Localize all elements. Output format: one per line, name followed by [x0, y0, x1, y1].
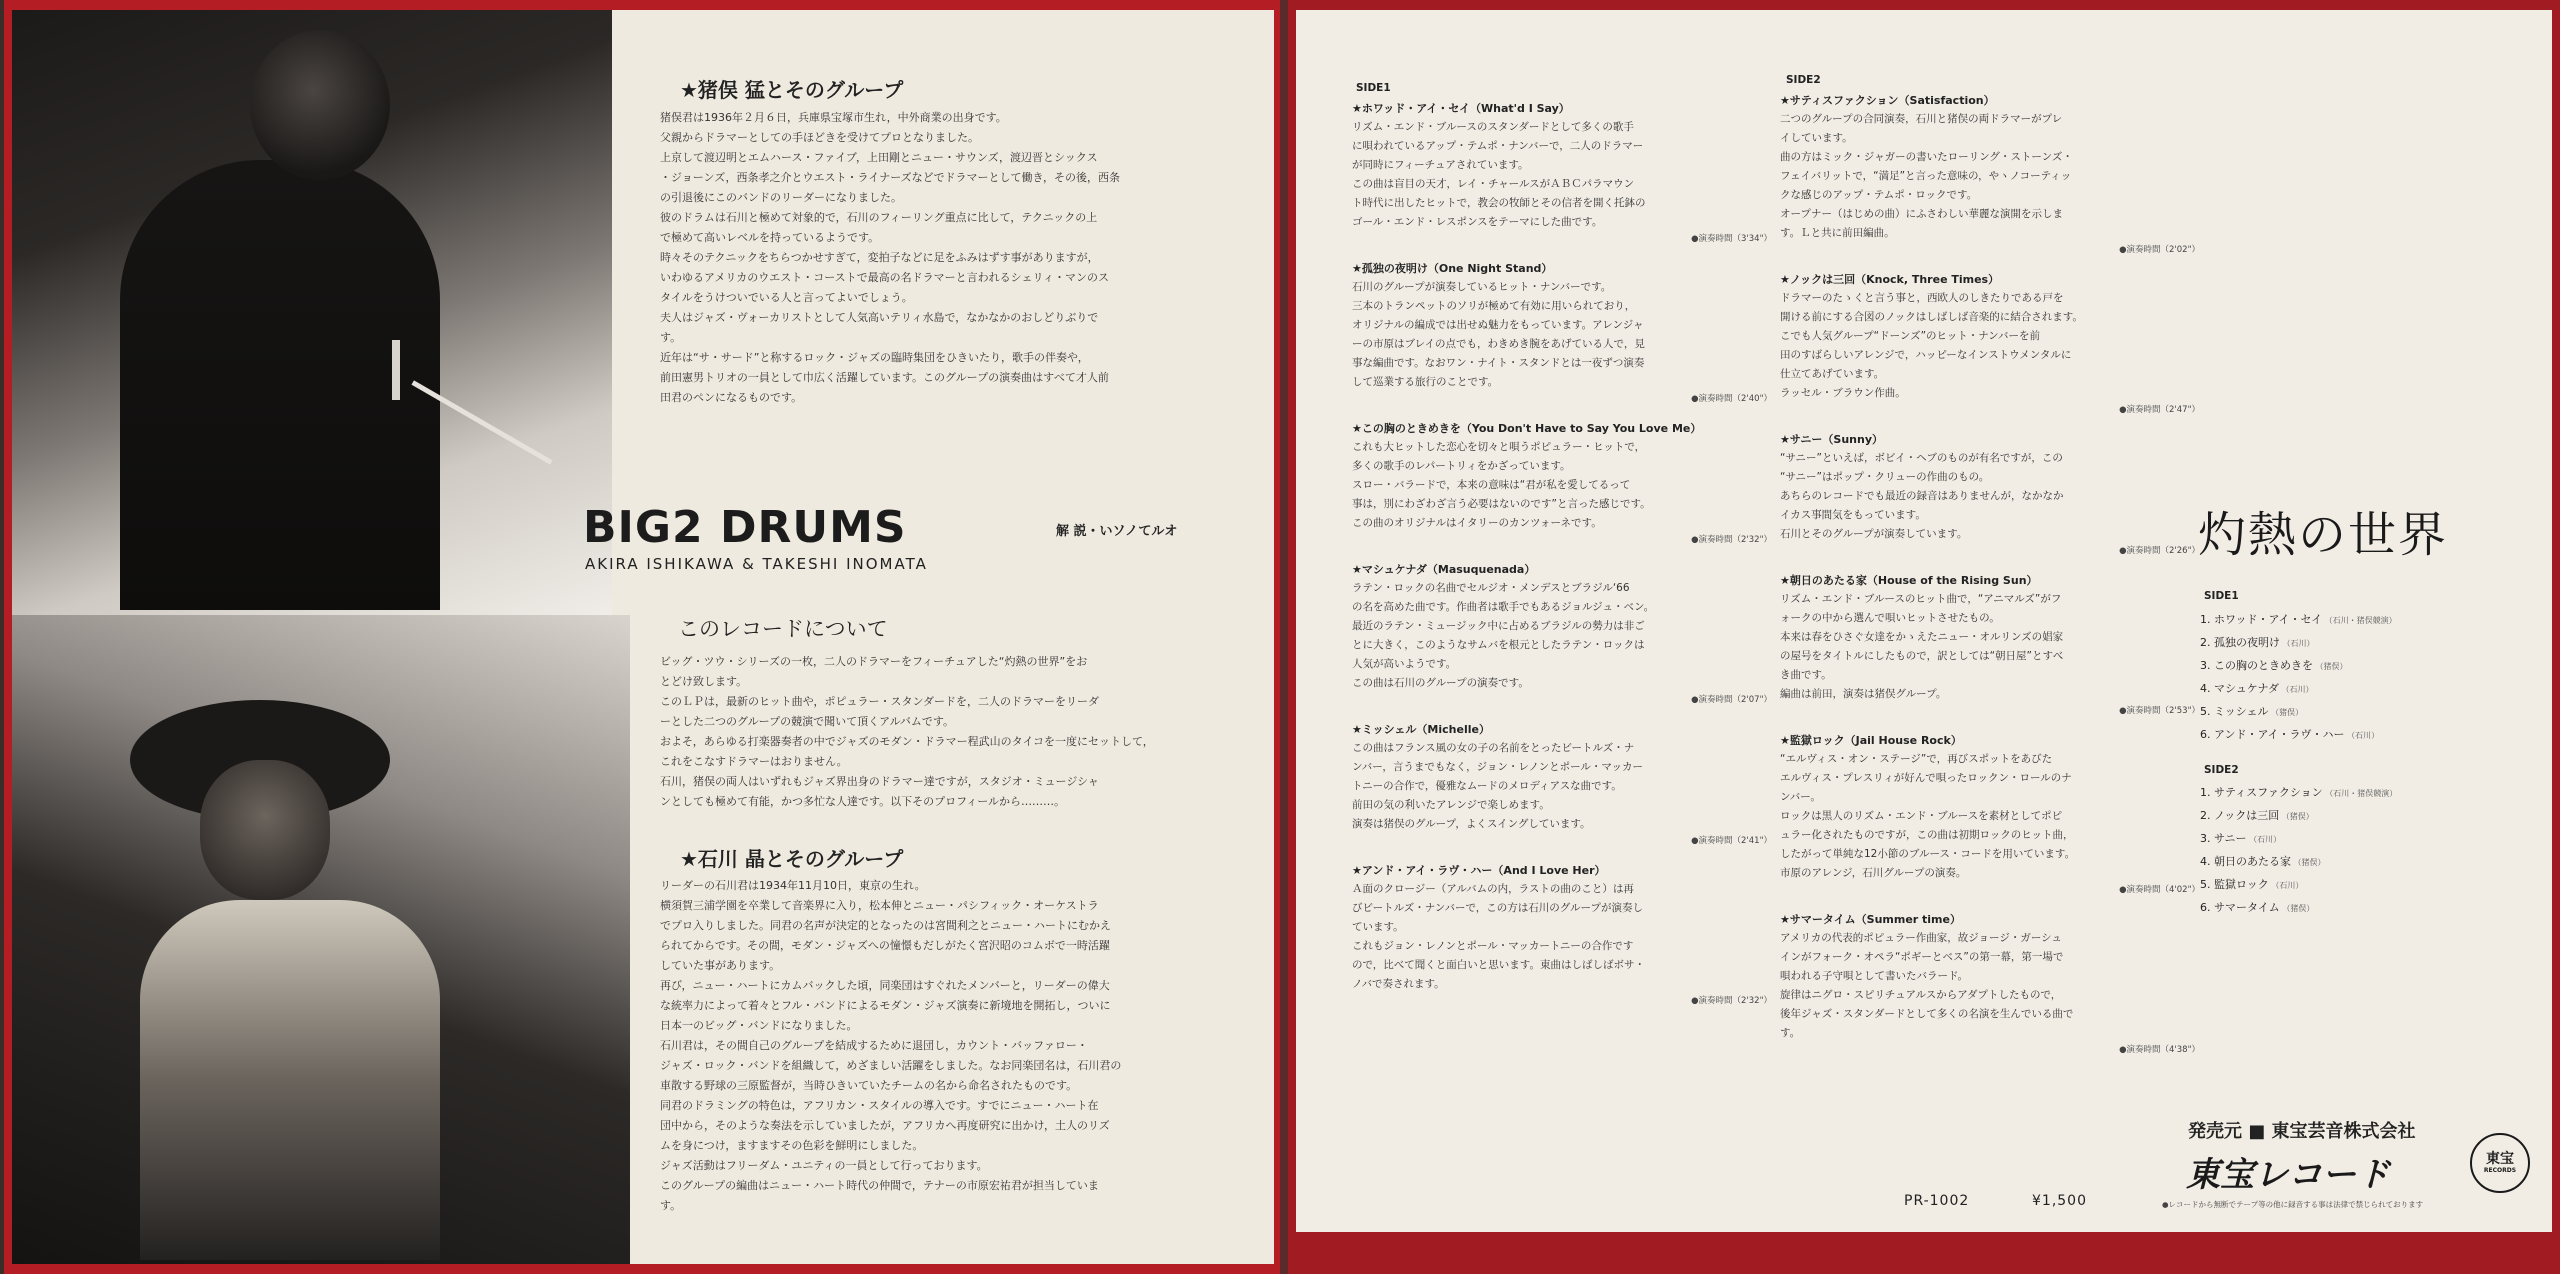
track-note	[1780, 732, 2200, 895]
side1-label: SIDE1	[1356, 82, 1391, 94]
track-title: ★ノックは三回（Knock, Three Times）	[1780, 273, 2000, 286]
inomata-body-line: 近年は“サ・サード”と称するロック・ジャズの臨時集団をひきいたり，歌手の伴奏や，	[660, 351, 1089, 364]
track-body-line: したがって単純な12小節のブルース・コードを用いています。	[1780, 848, 2076, 860]
about-body-line: 石川，猪俣の両人はいずれもジャズ界出身のドラマー達ですが，スタジオ・ミュージシャ	[660, 775, 1099, 788]
tracklist-item	[2200, 700, 2500, 723]
track-body-line: あちらのレコードでも最近の録音はありませんが，なかなか	[1780, 490, 2064, 502]
track-body-line: ュラー化されたものですが，この曲は初期ロックのヒット曲，	[1780, 829, 2074, 841]
track-duration: ●演奏時間（2'41"）	[1691, 836, 1772, 846]
track-body-line: これもジョン・レノンとポール・マッカートニーの合作です	[1352, 940, 1634, 952]
track-body-line: ゴール・エンド・レスポンスをテーマにした曲です。	[1352, 216, 1603, 228]
light-switch	[392, 340, 400, 400]
logo-circle-bottom: RECORDS	[2483, 1167, 2517, 1174]
about-body-line: とどけ致します。	[660, 675, 748, 688]
inomata-body-line: いわゆるアメリカのウエスト・コーストで最高の名ドラマーと言われるシェリィ・マンのス	[660, 271, 1110, 284]
track-body-line: インがフォーク・オペラ“ポギーとベス”の第一幕，第一場で	[1780, 951, 2064, 963]
drummer-photo-ishikawa	[12, 615, 630, 1264]
track-body-line: ので，比べて聞くと面白いと思います。東曲はしばしばボサ・	[1352, 959, 1645, 971]
track-title: ★孤独の夜明け（One Night Stand）	[1352, 262, 1553, 275]
ishikawa-body-line: 再び，ニュー・ハートにカムバックした頃，同楽団はすぐれたメンバーと，リーダーの偉大	[660, 979, 1110, 992]
album-series-title: BIG2 DRUMS	[583, 502, 907, 553]
track-body-line: オリジナルの編成では出せぬ魅力をもっています。アレンジャ	[1352, 319, 1644, 331]
inomata-body-line: 彼のドラムは石川と極めて対象的で，石川のフィーリング重点に比して，テクニックの上	[660, 211, 1098, 224]
ishikawa-body-line: リーダーの石川君は1934年11月10日，東京の生れ。	[660, 879, 926, 892]
track-body-line: フェイバリットで，“満足”と言った意味の，やヽノコーティッ	[1780, 170, 2072, 182]
track-body-line: ドラマーのたゝくと言う事と，西欧人のしきたりである戸を	[1780, 292, 2064, 304]
track-note	[1780, 271, 2200, 415]
tracklist-item-performer: （石川・猪俣競演）	[2322, 616, 2397, 625]
about-heading: このレコードについて	[678, 617, 888, 641]
track-note	[1352, 420, 1772, 545]
ishikawa-body-line: られてからです。その間，モダン・ジャズへの憧憬もだしがたく宮沢昭のコムボで一時活躍	[660, 939, 1110, 952]
track-body-line: 前田の気の利いたアレンジで楽しめます。	[1352, 799, 1550, 811]
track-body-line: 三本のトランペットのソリが極めて有効に用いられており，	[1352, 300, 1636, 312]
tracklist-item	[2200, 608, 2500, 631]
track-body-line: オープナー（はじめの曲）にふさわしい華麗な演開を示しま	[1780, 208, 2063, 220]
track-body-line: びビートルズ・ナンバーで，この方は石川のグループが演奏し	[1352, 902, 1643, 914]
tracklist-item-performer: （石川）	[2279, 685, 2314, 694]
tracklist-side1-label: SIDE1	[2204, 590, 2239, 602]
about-body	[660, 652, 1270, 812]
track-body-line: 市原のアレンジ，石川グループの演奏。	[1780, 867, 1967, 879]
price: ¥1,500	[2032, 1193, 2087, 1209]
drummer-head	[250, 30, 390, 180]
ishikawa-body-line: 横須賀三浦学園を卒業して音楽界に入り，松本伸とニュー・パシフィック・オーケストラ	[660, 899, 1099, 912]
track-body-line: 事は，別にわざわざ言う必要はないのです”と言った感じです。	[1352, 498, 1651, 510]
ishikawa-body-line: 日本一のビッグ・バンドになりました。	[660, 1019, 858, 1032]
inomata-body-line: タイルをうけついでいる人と言ってよいでしょう。	[660, 291, 913, 304]
inomata-body-line: 夫人はジャズ・ヴォーカリストとして人気高いテリィ水島で，なかなかのおしどりぶりで	[660, 311, 1099, 324]
track-body-line: この曲はフランス風の女の子の名前をとったビートルズ・ナ	[1352, 742, 1635, 754]
track-note	[1352, 561, 1772, 705]
track-title: ★サニー（Sunny）	[1780, 433, 1884, 446]
track-title: ★ホワッド・アイ・セイ（What'd I Say）	[1352, 102, 1570, 115]
track-body-line: 人気が高いようです。	[1352, 658, 1457, 670]
track-duration: ●演奏時間（2'53"）	[2119, 706, 2200, 716]
tracklist-side2-label: SIDE2	[2204, 764, 2239, 776]
track-body-line: ラテン・ロックの名曲でセルジオ・メンデスとブラジル‘66	[1352, 582, 1630, 594]
inomata-body	[660, 108, 1270, 408]
tracklist-item-name: 4. 朝日のあたる家	[2200, 855, 2291, 868]
ishikawa-body-line: な統率力によって着々とフル・バンドによるモダン・ジャズ演奏に新境地を開拓し，ついに	[660, 999, 1111, 1012]
track-title: ★この胸のときめきを（You Don't Have to Say You Love Me）	[1352, 422, 1702, 435]
track-body-line: 事な編曲です。なおワン・ナイト・スタンドとは一夜ずつ演奏	[1352, 357, 1645, 369]
inomata-body-line: 猪俣君は1936年２月６日，兵庫県宝塚市生れ，中外商業の出身です。	[660, 111, 1007, 124]
tracklist-item	[2200, 873, 2500, 896]
tracklist-side1	[2200, 608, 2500, 746]
tracklist-item	[2200, 654, 2500, 677]
track-body-line: “エルヴィス・オン・ステージ”で，再びスポットをあびた	[1780, 753, 2053, 765]
track-body-line: “サニー”はポップ・クリューの作曲のもの。	[1780, 471, 1990, 483]
track-note	[1352, 862, 1772, 1006]
track-title: ★サマータイム（Summer time）	[1780, 913, 1961, 926]
side1-notes	[1352, 100, 1772, 1022]
track-body-line: イしています。	[1780, 132, 1853, 144]
track-body-line: この曲は石川のグループの演奏です。	[1352, 677, 1529, 689]
track-title: ★アンド・アイ・ラヴ・ハー（And I Love Her）	[1352, 864, 1606, 877]
drummer2-silhouette	[140, 900, 440, 1260]
spine-fold	[1280, 0, 1288, 1274]
tracklist-item-performer: （石川）	[2268, 881, 2304, 890]
track-body-line: 石川のグループが演奏しているヒット・ナンバーです。	[1352, 281, 1612, 293]
tracklist-item-name: 1. ホワッド・アイ・セイ	[2200, 613, 2323, 626]
track-body-line: す。Ｌと共に前田編曲。	[1780, 227, 1895, 239]
track-title: ★ミッシェル（Michelle）	[1352, 723, 1490, 736]
inomata-body-line: 父親からドラマーとしての手ほどきを受けてプロとなりました。	[660, 131, 979, 144]
track-body-line: スロー・バラードで，本来の意味は“君が私を愛してるって	[1352, 479, 1631, 491]
track-body-line: ンバー，言うまでもなく，ジョン・レノンとポール・マッカー	[1352, 761, 1643, 773]
about-body-line: これをこなすドラマーはおりません。	[660, 755, 848, 768]
track-note	[1352, 260, 1772, 404]
track-body-line: Ａ面のクロージー（アルバムの内，ラストの曲のこと）は再	[1352, 883, 1634, 895]
track-body-line: の名を高めた曲です。作曲者は歌手でもあるジョルジュ・ベン。	[1352, 601, 1655, 613]
track-body-line: クな感じのアップ・テムポ・ロックです。	[1780, 189, 1978, 201]
track-body-line: 本来は春をひさぐ女達をかゝえたニュー・オルリンズの娼家	[1780, 631, 2064, 643]
track-body-line: ト時代に出したヒットで，教会の牧師とその信者を開く托鉢の	[1352, 197, 1646, 209]
track-body-line: エルヴィス・プレスリィが好んで唄ったロックン・ロールのナ	[1780, 772, 2072, 784]
track-duration: ●演奏時間（2'07"）	[1691, 695, 1772, 705]
tracklist-item	[2200, 781, 2500, 804]
ishikawa-body-line: 団中から，そのような奏法を示していましたが，アフリカへ再度研究に出かけ，土人のリズ	[660, 1119, 1110, 1132]
track-note	[1780, 92, 2200, 255]
track-body-line: トニーの合作で，優雅なムードのメロディアスな曲です。	[1352, 780, 1622, 792]
track-body-line: 旋律はニグロ・スピリチュアルスからアダプトしたもので，	[1780, 989, 2062, 1001]
logo-circle-top: 東宝	[2486, 1151, 2514, 1167]
track-body-line: 唄われる子守唄として書いたバラード。	[1780, 970, 1969, 982]
tracklist-item-performer: （猪俣）	[2268, 708, 2304, 717]
tracklist-item	[2200, 804, 2500, 827]
tracklist-item	[2200, 631, 2500, 654]
track-duration: ●演奏時間（2'26"）	[2119, 546, 2200, 556]
track-note	[1780, 572, 2200, 716]
tracklist-item-performer: （石川）	[2344, 731, 2380, 740]
tracklist-item-name: 6. サマータイム	[2200, 901, 2280, 914]
ishikawa-body-line: す。	[660, 1199, 682, 1212]
tracklist-item	[2200, 677, 2500, 700]
ishikawa-body-line: 車散する野球の三原監督が，当時ひきいていたチームの名から命名されたものです。	[660, 1079, 1078, 1092]
inomata-body-line: 時々そのテクニックをちらつかせすぎて，変拍子などに足をふみはずす事がありますが，	[660, 251, 1099, 264]
track-body-line: イカス事間気をもっています。	[1780, 509, 1926, 521]
track-title: ★サティスファクション（Satisfaction）	[1780, 94, 1995, 107]
track-body-line: 石川とそのグループが演奏しています。	[1780, 528, 1968, 540]
about-body-line: ンとしても極めて有能，かつ多忙な人達です。以下そのプロフィールから………。	[660, 795, 1066, 808]
tracklist-item-performer: （猪俣）	[2313, 662, 2348, 671]
toho-circle-logo	[2470, 1133, 2530, 1193]
toho-records-logo: 東宝レコード	[2186, 1155, 2390, 1195]
track-body-line: 仕立てあげています。	[1780, 368, 1885, 380]
ishikawa-body-line: ジャズ活動はフリーダム・ユニティの一員として行っております。	[660, 1159, 988, 1172]
track-body-line: こでも人気グループ“ドーンズ”のヒット・ナンバーを前	[1780, 330, 2040, 342]
track-body-line: に唄われているアップ・テムポ・ナンバーで，二人のドラマー	[1352, 140, 1644, 152]
track-body-line: す。	[1780, 1027, 1801, 1039]
copyright-notice: ●レコードから無断でテープ等の他に録音する事は法律で禁じられております	[2162, 1200, 2424, 1209]
about-body-line: ーとした二つのグループの競演で聞いて頂くアルバムです。	[660, 715, 955, 728]
tracklist-item-name: 5. ミッシェル	[2200, 705, 2269, 718]
track-body-line: き曲です。	[1780, 669, 1832, 681]
track-body-line: ーの市原はブレイの点でも，わきめき腕をあげている人で，見	[1352, 338, 1645, 350]
track-body-line: 二つのグループの合同演奏，石川と猪俣の両ドラマーがプレ	[1780, 113, 2063, 125]
track-duration: ●演奏時間（2'02"）	[2119, 245, 2200, 255]
album-title: 灼熱の世界	[2198, 507, 2449, 563]
inomata-body-line: で極めて高いレベルを持っているようです。	[660, 231, 880, 244]
tracklist-item	[2200, 850, 2500, 873]
track-body-line: リズム・エンド・ブルースのスタンダードとして多くの歌手	[1352, 121, 1634, 133]
track-body-line: 演奏は猪俣のグループ，よくスイングしています。	[1352, 818, 1591, 830]
ishikawa-body-line: ムを身につけ，ますますその色彩を鮮明にしました。	[660, 1139, 924, 1152]
tracklist-item-performer: （石川）	[2280, 639, 2315, 648]
track-note	[1352, 100, 1772, 244]
tracklist-item-name: 6. アンド・アイ・ラヴ・ハー	[2200, 728, 2345, 741]
ishikawa-heading: ★石川 晶とそのグループ	[680, 847, 904, 871]
ishikawa-body-line: 同君のドラミングの特色は，アフリカン・スタイルの導入です。すでにニュー・ハート在	[660, 1099, 1099, 1112]
track-body-line: ォークの中から選んで唄いヒットさせたもの。	[1780, 612, 2000, 624]
inomata-body-line: 上京して渡辺明とエムハース・ファイブ，上田剛とニュー・サウンズ，渡辺晋とシックス	[660, 151, 1098, 164]
inomata-heading: ★猪俣 猛とそのグループ	[680, 78, 904, 102]
about-body-line: ビッグ・ツウ・シリーズの一枚，二人のドラマーをフィーチュアした“灼熱の世界”をお	[660, 655, 1088, 668]
tracklist-item-performer: （石川）	[2246, 835, 2282, 844]
track-body-line: 多くの歌手のレパートリィをかざっています。	[1352, 460, 1571, 472]
track-note	[1352, 721, 1772, 846]
track-duration: ●演奏時間（4'38"）	[2119, 1045, 2200, 1055]
side2-label: SIDE2	[1786, 74, 1821, 86]
track-body-line: 後年ジャズ・スタンダードとして多くの名演を生んでいる曲で	[1780, 1008, 2074, 1020]
tracklist-item-name: 1. サティスファクション	[2200, 786, 2323, 799]
drummer2-face	[200, 760, 330, 900]
tracklist-item-performer: （猪俣）	[2279, 904, 2315, 913]
ishikawa-body-line: でプロ入りしました。同君の名声が決定的となったのは宮間利之とニュー・ハートにむかえ	[660, 919, 1111, 932]
tracklist-item-performer: （猪俣）	[2279, 812, 2314, 821]
track-body-line: ンバー。	[1780, 791, 1821, 803]
liner-credit: 解 説・いソノてルオ	[1056, 524, 1178, 539]
tracklist-item	[2200, 896, 2500, 919]
track-note	[1780, 911, 2200, 1055]
tracklist-item-name: 4. マシュケナダ	[2200, 682, 2280, 695]
track-duration: ●演奏時間（2'32"）	[1691, 996, 1772, 1006]
track-duration: ●演奏時間（3'34"）	[1691, 234, 1772, 244]
track-title: ★マシュケナダ（Masuquenada）	[1352, 563, 1536, 576]
track-body-line: ラッセル・ブラウン作曲。	[1780, 387, 1906, 399]
inomata-body-line: 田君のペンになるものです。	[660, 391, 803, 404]
track-title: ★監獄ロック（Jail House Rock）	[1780, 734, 1962, 747]
ishikawa-body	[660, 876, 1270, 1216]
tracklist-item-name: 3. この胸のときめきを	[2200, 659, 2313, 672]
tracklist-side2	[2200, 781, 2500, 919]
track-body-line: ノバで奏されます。	[1352, 978, 1445, 990]
track-body-line: 田のすばらしいアレンジで，ハッピーなインストウメンタルに	[1780, 349, 2072, 361]
track-body-line: が同時にフィーチュアされています。	[1352, 159, 1529, 171]
tracklist-item-name: 2. ノックは三回	[2200, 809, 2280, 822]
inomata-body-line: ・ジョーンズ，西条孝之介とウエスト・ライナーズなどでドラマーとして働き，その後，西条	[660, 171, 1121, 184]
track-duration: ●演奏時間（2'32"）	[1691, 535, 1772, 545]
about-body-line: このＬＰは，最新のヒット曲や，ポピュラー・スタンダードを，二人のドラマーをリーダ	[660, 695, 1100, 708]
tracklist-item-name: 5. 監獄ロック	[2200, 878, 2269, 891]
ishikawa-body-line: このグループの編曲はニュー・ハート時代の仲間で，テナーの市原宏祐君が担当していま	[660, 1179, 1099, 1192]
track-body-line: の屋号をタイトルにしたもので，訳としては“朝日屋”とすべ	[1780, 650, 2064, 662]
ishikawa-body-line: ジャズ・ロック・バンドを組織して，めざましい活躍をしました。なお同楽団名は，石川君の	[660, 1059, 1122, 1072]
track-body-line: ロックは黒人のリズム・エンド・ブルースを素材としてポピ	[1780, 810, 2063, 822]
tracklist-item-performer: （石川・猪俣競演）	[2322, 789, 2398, 798]
track-body-line: これも大ヒットした恋心を切々と唄うポピュラー・ヒットで，	[1352, 441, 1646, 453]
track-body-line: 最近のラテン・ミュージック中に占めるブラジルの勢力は非ご	[1352, 620, 1645, 632]
track-duration: ●演奏時間（2'40"）	[1691, 394, 1772, 404]
track-body-line: 開ける前にする合図のノックはしばしば音楽的に結合されます。	[1780, 311, 2083, 323]
inomata-body-line: 前田憲男トリオの一員として巾広く活躍しています。このグループの演奏曲はすべて才人前	[660, 371, 1109, 384]
track-body-line: とに大きく，このようなサムバを根元としたラテン・ロックは	[1352, 639, 1645, 651]
track-body-line: この曲のオリジナルはイタリーのカンツォーネです。	[1352, 517, 1602, 529]
track-body-line: ています。	[1352, 921, 1404, 933]
tracklist-item-name: 3. サニー	[2200, 832, 2247, 845]
track-body-line: 曲の方はミック・ジャガーの書いたローリング・ストーンズ・	[1780, 151, 2073, 163]
drummer-photo-inomata	[12, 10, 612, 615]
about-body-line: およそ，あらゆる打楽器奏者の中でジャズのモダン・ドラマー程武山のタイコを一度にセットして，	[660, 735, 1154, 748]
side2-notes	[1780, 92, 2200, 1071]
ishikawa-body-line: していた事があります。	[660, 959, 781, 972]
track-body-line: して巡業する旅行のことです。	[1352, 376, 1499, 388]
track-duration: ●演奏時間（4'02"）	[2119, 885, 2200, 895]
ishikawa-body-line: 石川君は，その間自己のグループを結成するために退団し，カウント・バッファロー・	[660, 1039, 1088, 1052]
track-body-line: この曲は盲目の天才，レイ・チャールスがＡＢＣパラマウン	[1352, 178, 1635, 190]
track-note	[1780, 431, 2200, 556]
track-body-line: “サニー”といえば，ボビイ・ヘブのものが有名ですが，この	[1780, 452, 2063, 464]
inomata-body-line: す。	[660, 331, 682, 344]
track-body-line: アメリカの代表的ポピュラー作曲家，故ジョージ・ガーシュ	[1780, 932, 2062, 944]
track-body-line: 編曲は前田，演奏は猪俣グループ。	[1780, 688, 1947, 700]
tracklist-item-performer: （猪俣）	[2291, 858, 2326, 867]
tracklist-item	[2200, 827, 2500, 850]
track-title: ★朝日のあたる家（House of the Rising Sun）	[1780, 574, 2038, 587]
track-body-line: リズム・エンド・ブルースのヒット曲で，“アニマルズ”がフ	[1780, 593, 2062, 605]
artists-line: AKIRA ISHIKAWA & TAKESHI INOMATA	[585, 555, 928, 573]
publisher-line: 発売元 ■ 東宝芸音株式会社	[2188, 1121, 2416, 1142]
catalog-number: PR-1002	[1904, 1193, 1970, 1209]
track-duration: ●演奏時間（2'47"）	[2119, 405, 2200, 415]
tracklist-item-name: 2. 孤独の夜明け	[2200, 636, 2280, 649]
inomata-body-line: の引退後にこのバンドのリーダーになりました。	[660, 191, 902, 204]
tracklist-item	[2200, 723, 2500, 746]
